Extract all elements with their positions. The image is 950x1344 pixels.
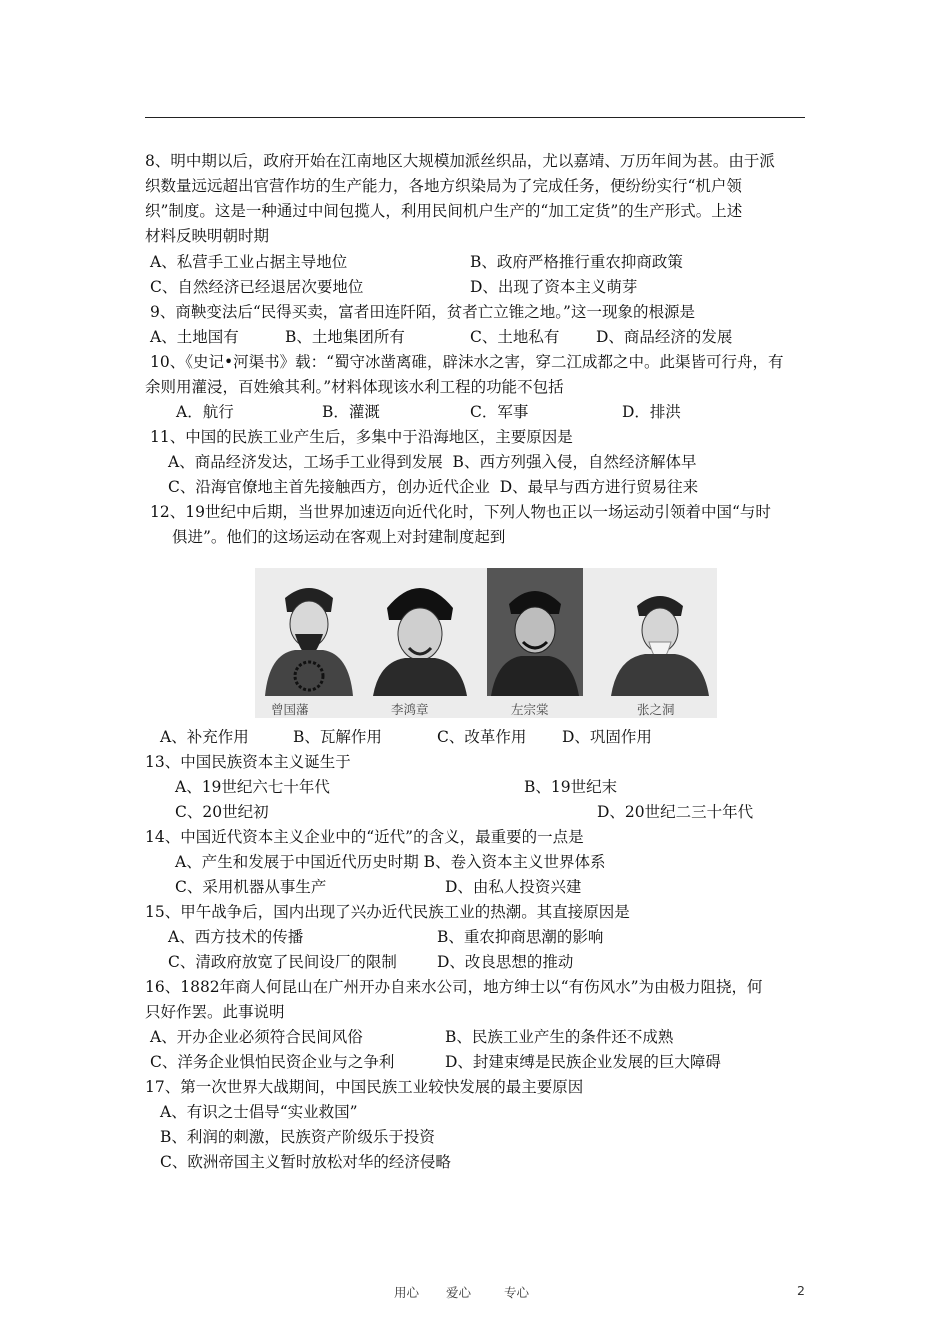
text-line: A、补充作用 — [160, 728, 249, 746]
portrait-zhang-zhidong-image — [605, 568, 715, 696]
text-line: 10、《史记•河渠书》载：“蜀守冰凿离碓，辟沫水之害，穿二江成都之中。此渠皆可行舟，有 — [150, 353, 784, 371]
text-line: 8、明中期以后，政府开始在江南地区大规模加派丝织品，尤以嘉靖、万历年间为甚。由于派 — [145, 152, 775, 170]
text-line: B．灌溉 — [322, 403, 380, 421]
caption-li-hongzhang: 李鸿章 — [391, 702, 429, 717]
text-line: 9、商鞅变法后“民得买卖，富者田连阡陌，贫者亡立锥之地。”这一现象的根源是 — [150, 303, 695, 321]
text-line: C、20世纪初 — [175, 803, 269, 821]
footer-aixin: 爱心 — [446, 1285, 472, 1300]
text-line: 织”制度。这是一种通过中间包揽人，利用民间机户生产的“加工定货”的生产形式。上述 — [145, 202, 743, 220]
text-line: B、瓦解作用 — [293, 728, 382, 746]
caption-zeng-guofan: 曾国藩 — [271, 702, 309, 717]
text-line: B、政府严格推行重农抑商政策 — [470, 253, 683, 271]
text-line: C、采用机器从事生产 — [175, 878, 327, 896]
text-line: C、欧洲帝国主义暂时放松对华的经济侵略 — [160, 1153, 451, 1171]
text-line: A、有识之士倡导“实业救国” — [160, 1103, 358, 1121]
text-line: D、商品经济的发展 — [596, 328, 733, 346]
portrait-zeng-guofan-image — [255, 568, 363, 696]
text-line: D、由私人投资兴建 — [445, 878, 582, 896]
text-line: C、沿海官僚地主首先接触西方，创办近代企业 D、最早与西方进行贸易往来 — [168, 478, 699, 496]
header-rule — [145, 117, 805, 118]
text-line: 12、19世纪中后期，当世界加速迈向近代化时，下列人物也正以一场运动引领着中国“与时 — [150, 503, 771, 521]
text-line: B、民族工业产生的条件还不成熟 — [445, 1028, 674, 1046]
text-line: 俱进”。他们的这场运动在客观上对封建制度起到 — [172, 528, 506, 546]
text-line: 11、中国的民族工业产生后，多集中于沿海地区，主要原因是 — [150, 428, 573, 446]
text-line: A、19世纪六七十年代 — [175, 778, 330, 796]
text-line: 15、甲午战争后，国内出现了兴办近代民族工业的热潮。其直接原因是 — [145, 903, 630, 921]
text-line: A、产生和发展于中国近代历史时期 B、卷入资本主义世界体系 — [175, 853, 606, 871]
text-line: D、出现了资本主义萌芽 — [470, 278, 638, 296]
text-line: C、清政府放宽了民间设厂的限制 — [168, 953, 397, 971]
text-line: D、20世纪二三十年代 — [597, 803, 754, 821]
text-line: 余则用灌浸，百姓飨其利。”材料体现该水利工程的功能不包括 — [145, 378, 564, 396]
text-line: A、开办企业必须符合民间风俗 — [150, 1028, 363, 1046]
text-line: D．排洪 — [622, 403, 681, 421]
text-line: C、改革作用 — [437, 728, 527, 746]
text-line: C．军事 — [470, 403, 529, 421]
text-line: 14、中国近代资本主义企业中的“近代”的含义，最重要的一点是 — [145, 828, 584, 846]
text-line: 17、第一次世界大战期间，中国民族工业较快发展的最主要原因 — [145, 1078, 584, 1096]
text-line: B、重农抑商思潮的影响 — [437, 928, 604, 946]
text-line: B、利润的刺激，民族资产阶级乐于投资 — [160, 1128, 435, 1146]
text-line: C、洋务企业惧怕民资企业与之争利 — [150, 1053, 395, 1071]
footer-yongxin: 用心 — [394, 1285, 420, 1300]
text-line: A、土地国有 — [150, 328, 239, 346]
text-line: 材料反映明朝时期 — [145, 227, 270, 245]
caption-zhang-zhidong: 张之洞 — [637, 702, 675, 717]
text-line: C、土地私有 — [470, 328, 560, 346]
text-line: C、自然经济已经退居次要地位 — [150, 278, 364, 296]
text-line: A、西方技术的传播 — [168, 928, 304, 946]
text-line: D、改良思想的推动 — [437, 953, 574, 971]
text-line: A．航行 — [176, 403, 234, 421]
caption-zuo-zongtang: 左宗棠 — [511, 702, 549, 717]
portrait-zuo-zongtang-image — [487, 568, 583, 696]
text-line: B、19世纪末 — [524, 778, 618, 796]
portrait-figure — [255, 568, 717, 718]
text-line: 13、中国民族资本主义诞生于 — [145, 753, 351, 771]
text-line: B、土地集团所有 — [285, 328, 405, 346]
text-line: D、巩固作用 — [562, 728, 652, 746]
text-line: 16、1882年商人何昆山在广州开办自来水公司，地方绅士以“有伤风水”为由极力阻挠，何 — [145, 978, 763, 996]
text-line: 织数量远远超出官营作坊的生产能力，各地方织染局为了完成任务，便纷纷实行“机户领 — [145, 177, 742, 195]
text-line: A、私营手工业占据主导地位 — [150, 253, 348, 271]
text-line: D、封建束缚是民族企业发展的巨大障碍 — [445, 1053, 721, 1071]
portrait-li-hongzhang-image — [365, 568, 475, 696]
footer-zhuanxin: 专心 — [504, 1285, 530, 1300]
page-number: 2 — [797, 1283, 805, 1298]
text-line: 只好作罢。此事说明 — [145, 1003, 285, 1021]
text-line: A、商品经济发达，工场手工业得到发展 B、西方列强入侵，自然经济解体早 — [168, 453, 697, 471]
